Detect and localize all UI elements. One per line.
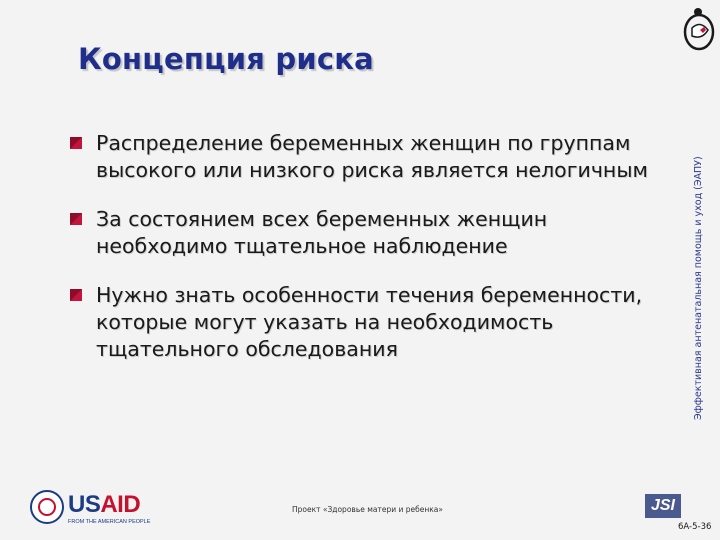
side-caption: Эффективная антенатальная помощь и уход (ЭАПУ) [693,156,704,420]
bullet-text: Распределение беременных женщин по группам высокого или низкого риска является нелогичным [96,131,648,182]
jsi-logo: JSI [645,494,681,518]
usaid-tagline: FROM THE AMERICAN PEOPLE [68,519,151,525]
page-title: Концепция риска [78,42,374,76]
mother-child-logo-icon [682,4,718,52]
list-item [70,206,660,260]
square-bullet-icon [70,137,82,149]
bullet-list [70,130,660,385]
usaid-wordmark [68,491,140,519]
list-item [70,130,660,184]
list-item [70,282,660,363]
bullet-text: Нужно знать особенности течения беременности, которые могут указать на необходимость тщательного обследования [96,283,643,361]
slide-code: 6A-5-36 [678,522,712,532]
bullet-text: За состоянием всех беременных женщин необходимо тщательное наблюдение [96,207,548,258]
square-bullet-icon [70,213,82,225]
usaid-us: US [68,491,101,518]
usaid-aid: AID [100,491,141,518]
usaid-seal-icon [30,490,64,524]
usaid-logo [30,490,150,530]
square-bullet-icon [70,289,82,301]
footer-project-text: Проект «Здоровье матери и ребенка» [292,505,443,514]
